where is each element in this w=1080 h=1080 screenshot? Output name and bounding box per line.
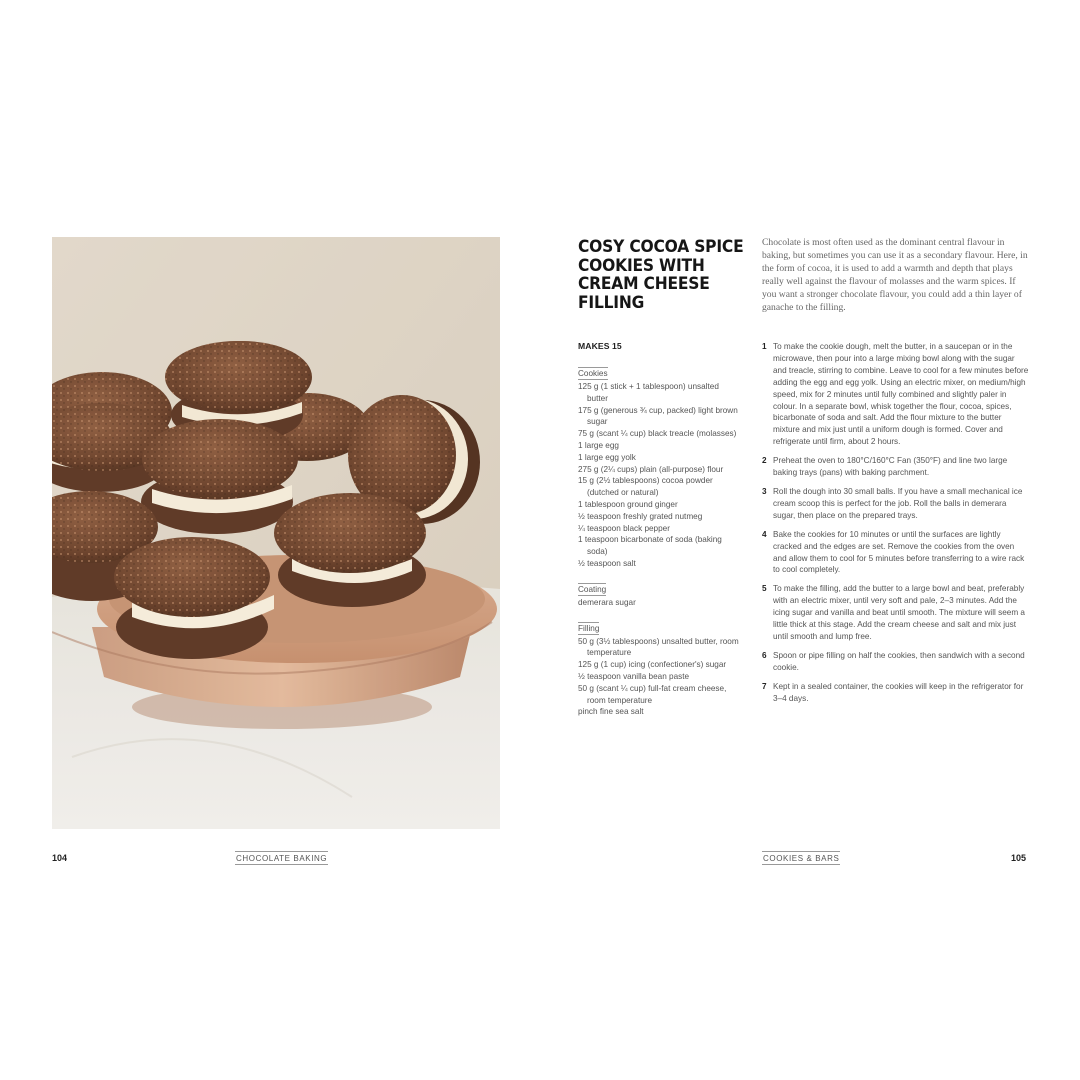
ingredient-item: 15 g (2½ tablespoons) cocoa powder (dutched or natural) (578, 476, 713, 498)
ingredient-group-filling (578, 618, 740, 719)
method-step (762, 455, 1030, 479)
running-footer-right: COOKIES & BARS (762, 851, 840, 865)
ingredient-item: ¼ teaspoon black pepper (578, 523, 670, 533)
step-number: 5 (762, 584, 767, 594)
step-number: 4 (762, 529, 767, 539)
recipe-photo (52, 237, 500, 829)
step-number: 3 (762, 486, 767, 496)
step-text: Spoon or pipe filling on half the cookies, then sandwich with a second cookie. (773, 650, 1025, 672)
method-steps (762, 341, 1030, 711)
ingredient-item: 75 g (scant ¼ cup) black treacle (molasses) (578, 429, 737, 439)
step-text: To make the filling, add the butter to a large bowl and beat, preferably with an electric mixer, until very soft and pale, 2–3 minutes. Add the icing sugar and vanilla and beat until smooth. The mixture will seem a little thick at this stage. Add the cream cheese and salt and mix just until smooth and lump free. (773, 584, 1025, 641)
method-step (762, 583, 1030, 643)
ingredient-item: 1 tablespoon ground ginger (578, 499, 678, 509)
method-step (762, 341, 1030, 448)
method-step (762, 681, 1030, 705)
ingredient-item: 50 g (3½ tablespoons) unsalted butter, room temperature (578, 636, 739, 658)
ingredient-item: ½ teaspoon freshly grated nutmeg (578, 511, 703, 521)
method-step (762, 486, 1030, 522)
ingredient-group-coating (578, 579, 740, 609)
cookie-stack-illustration (52, 237, 500, 829)
ingredient-item: 125 g (1 cup) icing (confectioner's) sugar (578, 660, 727, 670)
ingredient-item: demerara sugar (578, 597, 636, 607)
ingredient-item: 275 g (2¼ cups) plain (all-purpose) flour (578, 464, 724, 474)
step-text: Preheat the oven to 180°C/160°C Fan (350°F) and line two large baking trays (pans) with baking parchment. (773, 456, 1008, 478)
ingredient-item: ½ teaspoon salt (578, 558, 636, 568)
ingredient-group-heading: Filling (578, 623, 600, 633)
step-text: Kept in a sealed container, the cookies will keep in the refrigerator for 3–4 days. (773, 681, 1024, 703)
running-footer-left: CHOCOLATE BAKING (235, 851, 328, 865)
step-text: Roll the dough into 30 small balls. If you have a small mechanical ice cream scoop this is perfect for the job. Roll the balls in demerara sugar, then place on the prepared trays. (773, 486, 1023, 520)
ingredient-item: pinch fine sea salt (578, 707, 644, 717)
step-number: 7 (762, 681, 767, 691)
method-step (762, 650, 1030, 674)
step-text: To make the cookie dough, melt the butter, in a saucepan or in the microwave, then pour into a large mixing bowl along with the sugar and treacle, stirring to combine. Leave to cool for a few minutes before adding the egg and egg yolk. Using an electric mixer, on medium/high speed, mix for 2 minutes until fully combined and slightly paler in colour. In a separate bowl, whisk together the flour, cocoa, spices, bicarbonate of soda and salt. Add the flour mixture to the butter mixture and mix just until a uniform dough is formed. Cover and refrigerate until firm, about 2 hours. (773, 342, 1029, 447)
ingredient-group-heading: Cookies (578, 369, 608, 378)
ingredient-item: 1 large egg (578, 440, 619, 450)
recipe-intro: Chocolate is most often used as the dominant central flavour in baking, but sometimes you can use it as a secondary flavour. Here, in the form of cocoa, it is used to add a warmth and depth that plays really well against the flavour of molasses and the warm spices. If you want a stronger chocolate flavour, you could add a thin layer of ganache to the filling. (762, 237, 1028, 313)
step-number: 1 (762, 342, 767, 351)
ingredient-item: 175 g (generous ¾ cup, packed) light brown sugar (578, 405, 738, 427)
recipe-title: COSY COCOA SPICE COOKIES WITH CREAM CHEESE FILLING (578, 236, 744, 312)
step-number: 2 (762, 456, 767, 466)
yield-label: MAKES 15 (578, 341, 622, 351)
page-number-right: 105 (1011, 853, 1027, 863)
ingredient-item: 50 g (scant ¼ cup) full-fat cream cheese, room temperature (578, 683, 727, 705)
ingredients-list (578, 341, 740, 727)
ingredient-item: 1 large egg yolk (578, 452, 636, 462)
step-number: 6 (762, 650, 767, 660)
ingredient-item: 1 teaspoon bicarbonate of soda (baking soda) (578, 535, 722, 557)
ingredient-item: 125 g (1 stick + 1 tablespoon) unsalted butter (578, 382, 719, 403)
step-text: Bake the cookies for 10 minutes or until the surfaces are lightly cracked and the edges are set. Remove the cookies from the oven and allow them to cool for 5 minutes before transferring to a wire rack to cool completely. (773, 529, 1025, 575)
ingredient-group-cookies (578, 363, 740, 570)
method-step (762, 529, 1030, 577)
ingredient-item: ½ teaspoon vanilla bean paste (578, 671, 690, 681)
ingredient-group-heading: Coating (578, 584, 607, 594)
page-number-left: 104 (52, 853, 68, 863)
